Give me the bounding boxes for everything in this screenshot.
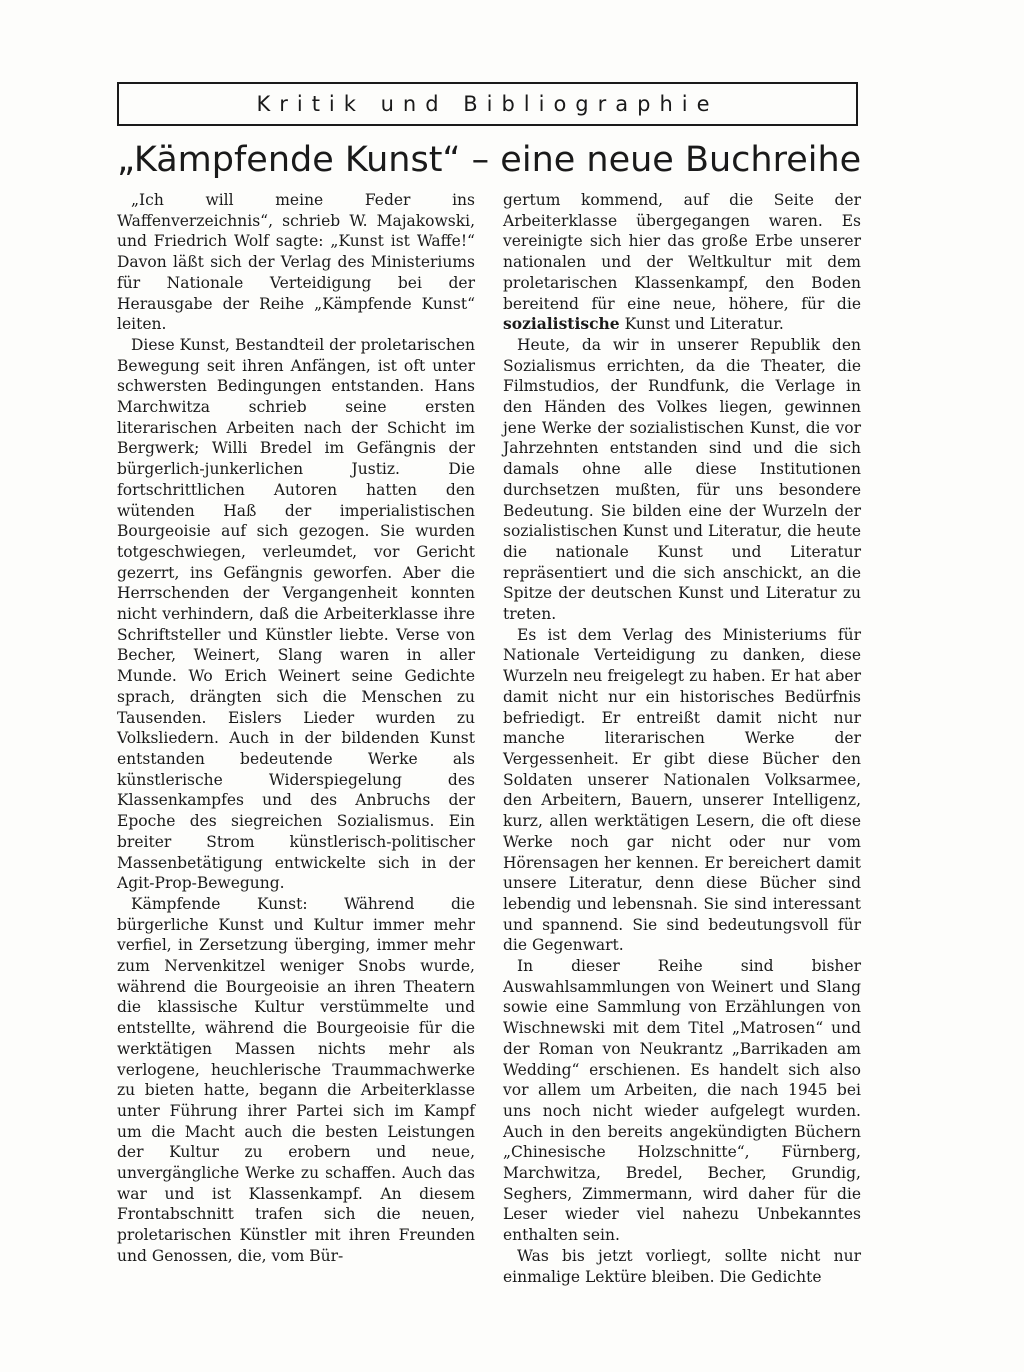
paragraph: Diese Kunst, Bestandteil der proletarischen Bewegung seit ihren Anfängen, ist oft unter schwersten Bedingungen entstanden. Hans Marchwitza schrieb seine ersten literarischen Arbeiten nach der Schicht im Bergwerk; Willi Bredel im Gefängnis der bürgerlich-junkerlichen Justiz. Die fortschrittlichen Autoren hatten den wütenden Haß der imperialistischen Bourgeoisie auf sich gezogen. Sie wurden totgeschwiegen, verleumdet, vor Gericht gezerrt, ins Gefängnis geworfen. Aber die Herrschenden der Vergangenheit konnten nicht verhindern, daß die Arbeiterklasse ihre Schriftsteller und Künstler liebte. Verse von Becher, Weinert, Slang waren in aller Munde. Wo Erich Weinert seine Gedichte sprach, drängten sich die Menschen zu Tausenden. Eislers Lieder wurden zu Volksliedern. Auch in der bildenden Kunst entstanden bedeutende Werke als künstlerische Widerspiegelung des Klassenkampfes und des Anbruchs der Epoche des siegreichen Sozialismus. Ein breiter Strom künstlerisch-politischer Massenbetätigung entwickelte sich in der Agit-Prop-Bewegung. — [117, 335, 475, 893]
article-column-left — [117, 190, 475, 1267]
section-header: Kritik und Bibliographie — [256, 92, 719, 116]
paragraph: In dieser Reihe sind bisher Auswahlsammlungen von Weinert und Slang sowie eine Sammlung von Erzählungen von Wischnewski mit dem Titel „Matrosen“ und der Roman von Neukrantz „Barrikaden am Wedding“ erschienen. Es handelt sich also vor allem um Arbeiten, die nach 1945 bei uns noch nicht wieder aufgelegt wurden. Auch in den bereits angekündigten Büchern „Chinesische Holzschnitte“, Fürnberg, Marchwitza, Bredel, Becher, Grundig, Seghers, Zimmermann, wird daher für die Leser wieder viel nahezu Unbekanntes enthalten sein. — [503, 957, 861, 1245]
section-header-box — [117, 82, 858, 126]
paragraph: Heute, da wir in unserer Republik den Sozialismus errichten, da die Theater, die Filmstudios, der Rundfunk, die Verlage in den Händen des Volkes liegen, gewinnen jene Werke der sozialistischen Kunst, die vor Jahrzehnten entstanden sind und die sich damals ohne alle diese Institutionen durchsetzen mußten, für uns besondere Bedeutung. Sie bilden eine der Wurzeln der sozialistischen Kunst und Literatur, die heute die nationale Kunst und Literatur repräsentiert und die sich anschickt, an die Spitze der deutschen Kunst und Literatur zu treten. — [503, 335, 861, 624]
paragraph-continued — [503, 190, 861, 335]
paragraph: Kämpfende Kunst: Während die bürgerliche Kunst und Kultur immer mehr verfiel, in Zersetzung überging, immer mehr zum Nervenkitzel weniger Snobs wurde, während die Bourgeoisie an ihren Theatern die klassische Kultur verstümmelte und entstellte, während die Bourgeoisie für die werktätigen Massen nichts mehr als verlogene, heuchlerische Traummachwerke zu bieten hatte, begann die Arbeiterklasse unter Führung ihrer Partei sich im Kampf um die Macht auch die besten Leistungen der Kultur zu erobern und neue, unvergängliche Werke zu schaffen. Auch das war und ist Klassenkampf. An diesem Frontabschnitt trafen sich die neuen, proletarischen Künstler mit ihren Freunden und Genossen, die, vom Bür- — [117, 894, 475, 1265]
paragraph: Was bis jetzt vorliegt, sollte nicht nur einmalige Lektüre bleiben. Die Gedichte — [503, 1246, 861, 1286]
paragraph-text: Kunst und Literatur. — [619, 315, 784, 334]
article-headline: „Kämpfende Kunst“ – eine neue Buchreihe — [117, 140, 862, 180]
emphasized-word: sozialistische — [503, 314, 620, 334]
paragraph: „Ich will meine Feder ins Waffenverzeichnis“, schrieb W. Majakowski, und Friedrich Wolf sagte: „Kunst ist Waffe!“ Davon läßt sich der Verlag des Ministeriums für Nationale Verteidigung bei der Herausgabe der Reihe „Kämpfende Kunst“ leiten. — [117, 191, 475, 334]
paragraph: Es ist dem Verlag des Ministeriums für Nationale Verteidigung zu danken, diese Wurzeln neu freigelegt zu haben. Er hat aber damit nicht nur ein historisches Bedürfnis befriedigt. Er entreißt damit nicht nur manche literarischen Werke der Vergessenheit. Er gibt diese Bücher den Soldaten unserer Nationalen Volksarmee, den Arbeitern, Bauern, unserer Intelligenz, kurz, allen werktätigen Lesern, die oft diese Werke noch gar nicht oder nur vom Hörensagen her kennen. Er bereichert damit unsere Literatur, denn diese Bücher sind lebendig und lebensnah. Sie sind interessant und spannend. Sie sind bedeutungsvoll für die Gegenwart. — [503, 625, 861, 955]
paragraph-text: gertum kommend, auf die Seite der Arbeiterklasse übergegangen waren. Es vereinigte sich hier das große Erbe unserer nationalen und der Weltkultur mit dem proletarischen Klassenkampf, den Boden bereitend für eine neue, höhere, für die — [503, 191, 861, 313]
article-column-right — [503, 190, 861, 1287]
